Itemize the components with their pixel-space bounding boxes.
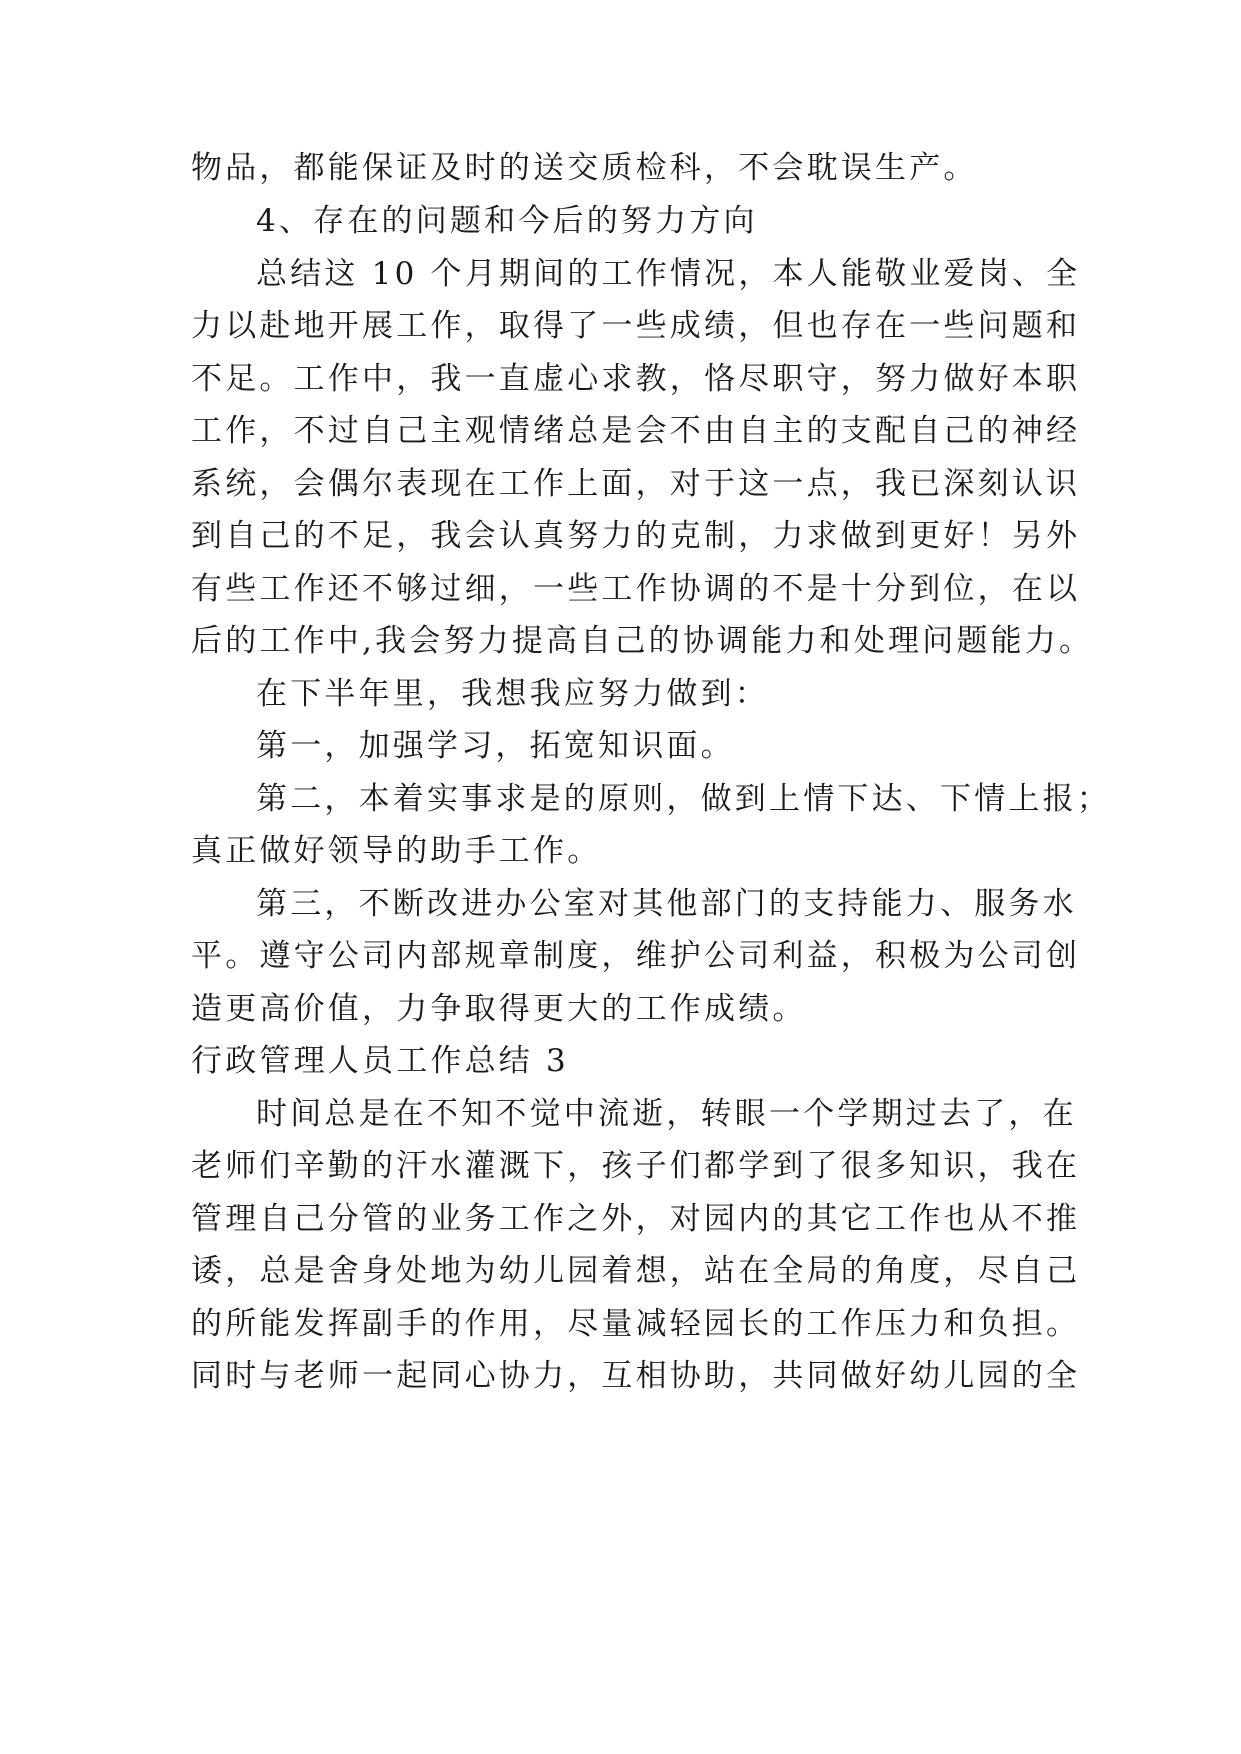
text-line: 不足。工作中，我一直虚心求教，恪尽职守，努力做好本职 bbox=[191, 361, 1081, 397]
paragraph-first-line: 时间总是在不知不觉中流逝，转眼一个学期过去了，在 bbox=[256, 1096, 1077, 1132]
text-line: 诿，总是舍身处地为幼儿园着想，站在全局的角度，尽自己 bbox=[191, 1253, 1081, 1289]
paragraph-first-line: 第一，加强学习，拓宽知识面。 bbox=[256, 728, 735, 764]
text-line: 系统，会偶尔表现在工作上面，对于这一点，我已深刻认识 bbox=[191, 466, 1081, 502]
text-line: 工作，不过自己主观情绪总是会不由自主的支配自己的神经 bbox=[191, 413, 1081, 449]
text-line: 老师们辛勤的汗水灌溉下，孩子们都学到了很多知识，我在 bbox=[191, 1148, 1081, 1184]
text-line: 的所能发挥副手的作用，尽量减轻园长的工作压力和负担。 bbox=[191, 1306, 1081, 1342]
text-line: 到自己的不足，我会认真努力的克制，力求做到更好！另外 bbox=[191, 518, 1081, 554]
text-line: 有些工作还不够过细，一些工作协调的不是十分到位，在以 bbox=[191, 571, 1081, 607]
text-line: 物品，都能保证及时的送交质检科，不会耽误生产。 bbox=[191, 150, 978, 186]
text-line: 真正做好领导的助手工作。 bbox=[191, 833, 602, 869]
document-title: 行政管理人员工作总结 3 bbox=[191, 1043, 569, 1079]
text-line: 同时与老师一起同心协力，互相协助，共同做好幼儿园的全 bbox=[191, 1358, 1081, 1394]
text-line: 力以赴地开展工作，取得了一些成绩，但也存在一些问题和 bbox=[191, 308, 1081, 344]
text-line: 管理自己分管的业务工作之外，对园内的其它工作也从不推 bbox=[191, 1201, 1081, 1237]
paragraph-first-line: 第二，本着实事求是的原则，做到上情下达、下情上报； bbox=[256, 781, 1111, 817]
text-line: 平。遵守公司内部规章制度，维护公司利益，积极为公司创 bbox=[191, 938, 1081, 974]
section-heading: 4、存在的问题和今后的努力方向 bbox=[256, 203, 758, 239]
paragraph-first-line: 第三，不断改进办公室对其他部门的支持能力、服务水 bbox=[256, 886, 1077, 922]
text-line: 后的工作中,我会努力提高自己的协调能力和处理问题能力。 bbox=[191, 623, 1094, 659]
text-line: 造更高价值，力争取得更大的工作成绩。 bbox=[191, 991, 807, 1027]
paragraph-first-line: 在下半年里，我想我应努力做到： bbox=[256, 676, 769, 712]
paragraph-first-line: 总结这 10 个月期间的工作情况，本人能敬业爱岗、全 bbox=[256, 256, 1081, 292]
